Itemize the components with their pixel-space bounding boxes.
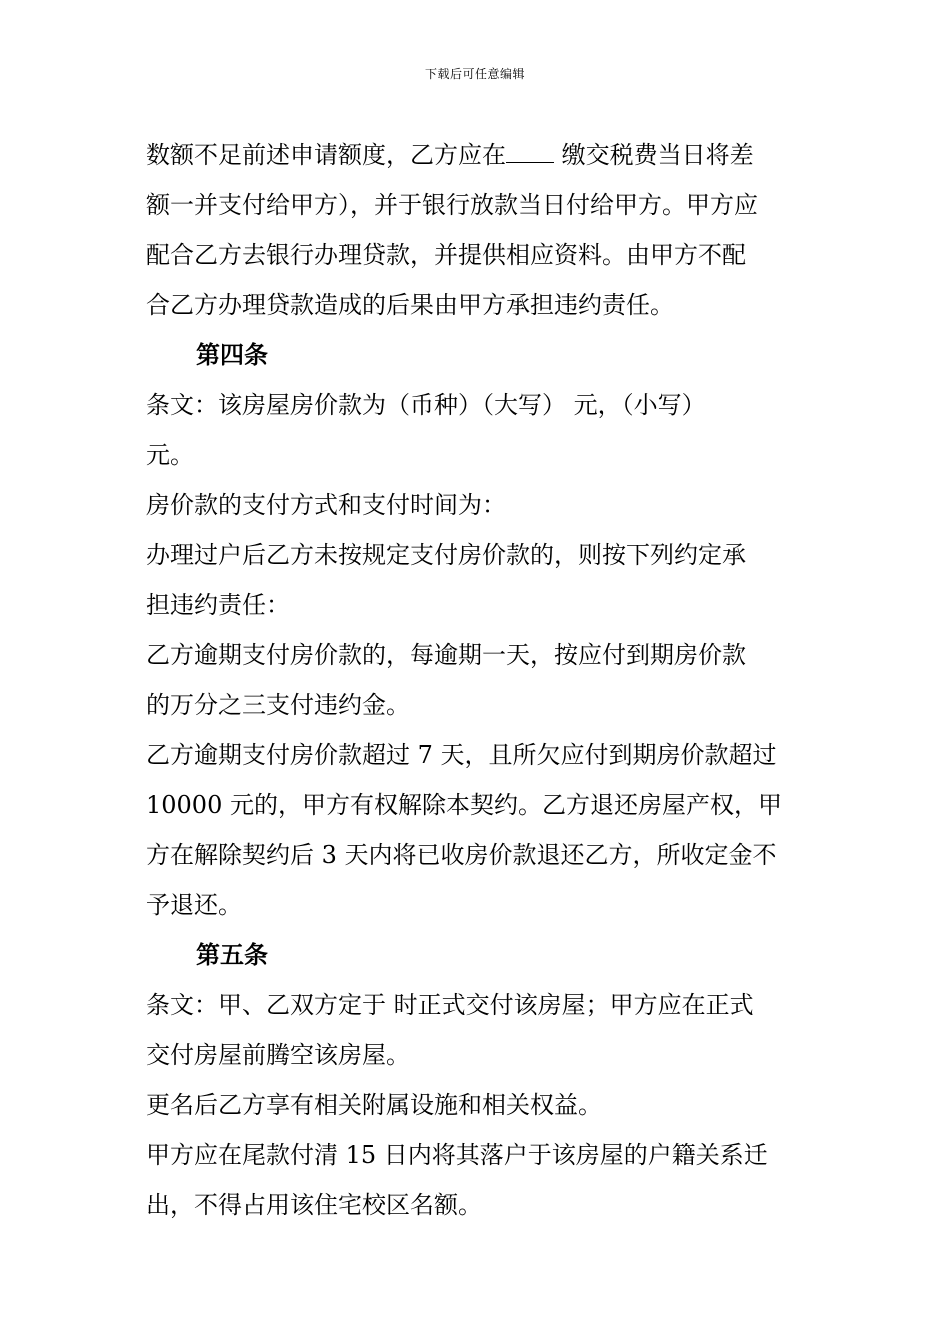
text-line: 配合乙方去银行办理贷款，并提供相应资料。由甲方不配 — [146, 241, 746, 269]
text-line: 条文：甲、乙双方定于 时正式交付该房屋；甲方应在正式 — [146, 991, 754, 1019]
text-line: 合乙方办理贷款造成的后果由甲方承担违约责任。 — [146, 291, 674, 319]
section-heading-article-5: 第五条 — [196, 940, 268, 969]
text-line: 额一并支付给甲方），并于银行放款当日付给甲方。甲方应 — [146, 191, 758, 219]
text-line: 担违约责任： — [146, 591, 290, 619]
text-line: 的万分之三支付违约金。 — [146, 691, 410, 719]
section-heading-article-4: 第四条 — [196, 340, 268, 369]
text-line: 方在解除契约后 3 天内将已收房价款退还乙方，所收定金不 — [146, 841, 777, 869]
text-line: 予退还。 — [146, 891, 242, 919]
text-line: 交付房屋前腾空该房屋。 — [146, 1041, 410, 1069]
text-line: 乙方逾期支付房价款超过 7 天，且所欠应付到期房价款超过 — [146, 741, 777, 769]
fill-in-blank — [506, 142, 554, 163]
text-line: 10000 元的，甲方有权解除本契约。乙方退还房屋产权，甲 — [146, 791, 782, 819]
text-line: 办理过户后乙方未按规定支付房价款的，则按下列约定承 — [146, 541, 746, 569]
text-segment: 缴交税费当日将差 — [554, 141, 754, 169]
document-body — [146, 130, 811, 1230]
page-header-note: 下载后可任意编辑 — [424, 67, 525, 81]
text-line: 乙方逾期支付房价款的，每逾期一天，按应付到期房价款 — [146, 641, 746, 669]
text-line — [146, 130, 811, 180]
text-line: 条文：该房屋房价款为（币种）（大写） 元，（小写） — [146, 391, 706, 419]
text-segment: 数额不足前述申请额度，乙方应在 — [146, 141, 506, 169]
text-line: 甲方应在尾款付清 15 日内将其落户于该房屋的户籍关系迁 — [146, 1141, 768, 1169]
text-line: 出，不得占用该住宅校区名额。 — [146, 1191, 482, 1219]
text-line: 房价款的支付方式和支付时间为： — [146, 491, 506, 519]
text-line: 元。 — [146, 441, 194, 469]
text-line: 更名后乙方享有相关附属设施和相关权益。 — [146, 1091, 602, 1119]
